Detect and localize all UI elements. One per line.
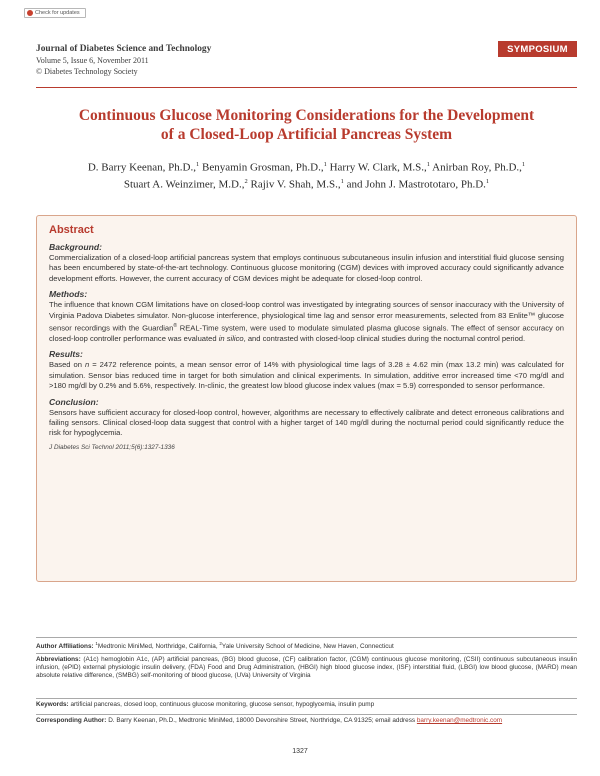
journal-header: [36, 44, 211, 77]
check-for-updates-badge[interactable]: [24, 8, 86, 18]
footer-divider: [36, 698, 577, 699]
author-name: Rajiv V. Shah, M.S.,: [247, 178, 341, 191]
abstract-heading: Abstract: [49, 224, 94, 236]
author-affil-sup: 1: [196, 161, 200, 168]
citation: J Diabetes Sci Technol 2011;5(6):1327-1336: [49, 443, 175, 451]
badge-label: Check for updates: [35, 10, 80, 16]
footer-divider: [36, 637, 577, 638]
keywords: Keywords: artificial pancreas, closed loop, continuous glucose monitoring, glucose sensor, hypoglycemia, insulin pump: [36, 701, 375, 708]
background-text: Commercialization of a closed-loop artificial pancreas system that employs continuous subcutaneous insulin infusion and interstitial fluid glucose sensing has been encumbered by state-of-the-art technology. Continuous glucose monitoring (CGM) devices with improved accuracy could significantly advance development efforts. However, the current accuracy of CGM devices might be adequate for closed-loop control.: [49, 253, 564, 283]
author-line-1: [36, 158, 577, 175]
author-affiliations: Author Affiliations: $^1$Medtronic MiniMed, Northridge, California, $^2$Yale University School of Medicine, New Haven, Connecticut: [36, 641, 394, 651]
title-line-1: Continuous Glucose Monitoring Considerations for the Development: [78, 107, 535, 124]
methods-heading: Methods:: [49, 289, 88, 300]
email-link[interactable]: barry.keenan@medtronic.com: [416, 717, 503, 724]
author-name: D. Barry Keenan, Ph.D.,: [87, 161, 196, 174]
author-line-2: [36, 175, 577, 192]
author-affil-sup: 2: [244, 177, 248, 185]
journal-name: Journal of Diabetes Science and Technology: [36, 44, 212, 54]
results-heading: Results:: [49, 349, 83, 360]
abbreviations: Abbreviations: (A1c) hemoglobin A1c, (AP) artificial pancreas, (BG) blood glucose, (CF) calibration factor, (CGM) continuous glucose monitoring, (CSII) continuous subcutaneous insulin infusion, (ePID) external physiologic insulin delivery, (FDA) Food and Drug Administration, (HBGI) high blood glucose index, (ISF) interstitial fluid, (LBGI) low blood glucose, (MARD) mean absolute relative difference, (SMBG) self-monitoring of blood glucose, (UVa) University of Virginia: [36, 656, 577, 680]
author-affil-sup: 1: [485, 177, 490, 185]
journal-copyright: © Diabetes Technology Society: [36, 67, 138, 76]
footer-divider: [36, 653, 577, 654]
author-affil-sup: 1: [340, 177, 344, 185]
article-title: [36, 106, 577, 144]
abstract-box: [36, 215, 577, 582]
author-affil-sup: 1: [521, 161, 526, 168]
author-name: Benyamin Grosman, Ph.D.,: [199, 161, 324, 174]
author-name: Stuart A. Weinzimer, M.D.,: [123, 178, 245, 191]
conclusion-text: Sensors have sufficient accuracy for closed-loop control, however, algorithms are necessary to effectively calibrate and detect erroneous calibrations and failing sensors. Clinical closed-loop data suggest that control with a higher target of 140 mg/dl during the nocturnal period could significantly reduce the risk for hypoglycemia.: [49, 407, 564, 438]
title-line-2: of a Closed-Loop Artificial Pancreas System: [160, 126, 453, 143]
header-divider: [36, 87, 577, 88]
corresponding-author: Corresponding Author: D. Barry Keenan, Ph.D., Medtronic MiniMed, 18000 Devonshire Street, Northridge, CA 91325; email address barry.keenan@medtronic.com: [36, 717, 503, 724]
author-name: and John J. Mastrototaro, Ph.D.: [343, 178, 486, 191]
update-icon: [27, 10, 33, 16]
author-affil-sup: 1: [323, 161, 327, 168]
author-name: Harry W. Clark, M.S.,: [326, 161, 427, 174]
footer-divider: [36, 714, 577, 715]
page-number: 1327: [292, 748, 308, 755]
background-heading: Background:: [49, 242, 102, 252]
author-affil-sup: 1: [426, 161, 431, 168]
author-name: Anirban Roy, Ph.D.,: [430, 161, 522, 174]
section-badge: SYMPOSIUM: [498, 41, 577, 57]
methods-text: The influence that known CGM limitations have on closed-loop control was investigated by integrating sources of sensor inaccuracy with the University of Virginia Padova Diabetes simulator. Non-glucose interference, physiological time lag and sensor error measurements, selected from 83 Enlite™ glucose sensor recordings with the Guardian® REAL-Time system, were used to modulate simulated plasma glucose signals. The effect of sensor accuracy on closed-loop controller performance was evaluated in silico, and contrasted with closed-loop clinical studies during the nocturnal control period.: [49, 300, 564, 343]
author-list: [36, 158, 577, 191]
conclusion-heading: Conclusion:: [49, 396, 99, 407]
results-text: Based on n = 2472 reference points, a mean sensor error of 14% with physiological time lags of 3.28 ± 4.62 min (max 13.2 min) was calculated for simulation. Sensor bias reduced time in target for both simulation and clinical experiments. In simulation, additive error increased time <70 mg/dl and >180 mg/dl by 0.2% and 5.6%, respectively. In-clinic, the greatest low blood glucose index values (max = 5.9) corresponded to sensor performance.: [49, 360, 565, 391]
journal-volume: Volume 5, Issue 6, November 2011: [36, 56, 149, 65]
